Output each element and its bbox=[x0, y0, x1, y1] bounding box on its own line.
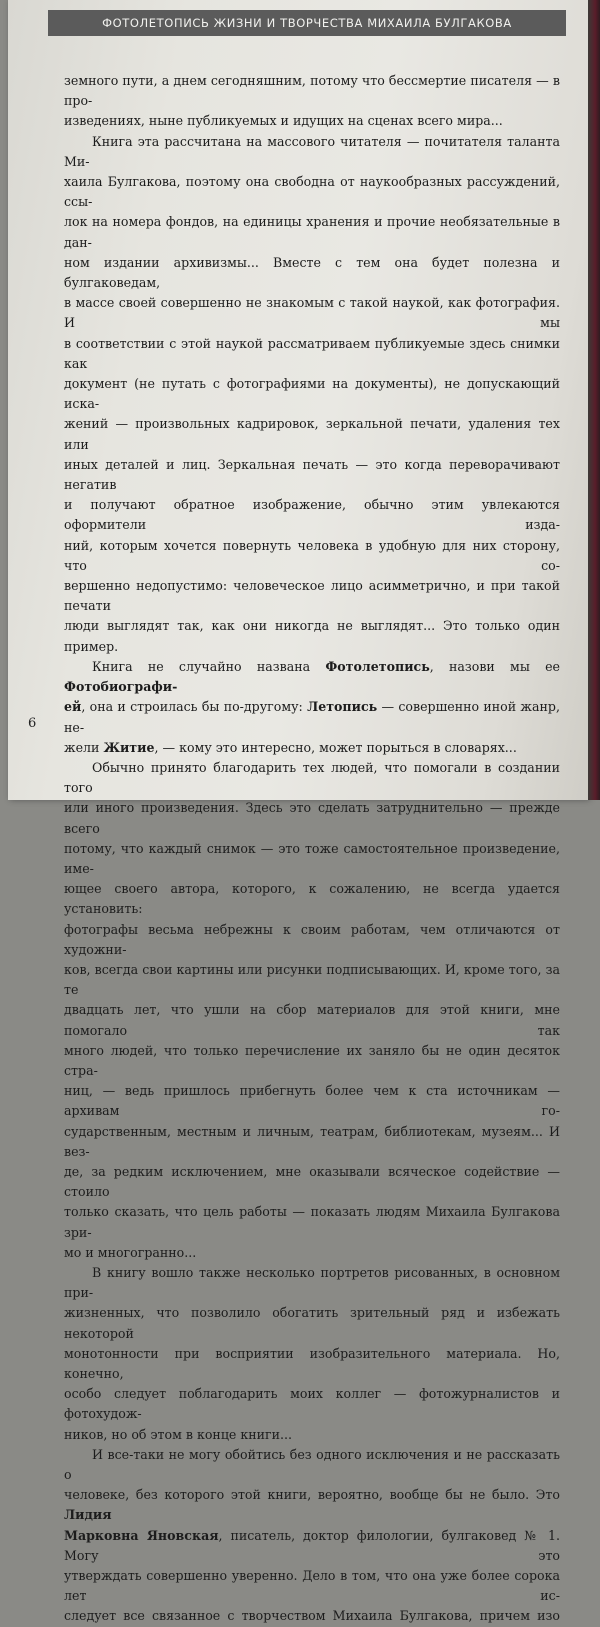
running-header bbox=[48, 10, 566, 36]
paragraph-4-line: потому, что каждый снимок — это тоже самостоятельное произведение, име- bbox=[64, 840, 560, 876]
text-run: следует все связанное с творчеством Михаила Булгакова, причем изо bbox=[64, 1608, 560, 1624]
page-number: 6 bbox=[28, 716, 37, 731]
book-page bbox=[8, 0, 588, 1624]
paragraph-2-line-1: Книга эта рассчитана на массового читателя — почитателя таланта Ми- bbox=[64, 133, 560, 169]
paragraph-4-line: или иного произведения. Здесь это сделать затруднительно — прежде всего bbox=[64, 800, 560, 836]
paragraph-2-line: иных деталей и лиц. Зеркальная печать — это когда переворачивают негатив bbox=[64, 456, 560, 493]
text-run: человеке, без которого этой книги, вероятно, вообще бы не было. Это bbox=[64, 1487, 560, 1503]
paragraph-6-line-4 bbox=[64, 1566, 560, 1606]
paragraph-2-line: ном издании архивизмы... Вместе с тем она будет полезна и булгаковедам, bbox=[64, 254, 560, 291]
paragraph-6-line-1 bbox=[64, 1445, 560, 1485]
paragraph-2-line: документ (не путать с фотографиями на документы), не допускающий иска- bbox=[64, 376, 560, 412]
paragraph-3-line-2 bbox=[64, 697, 560, 737]
paragraph-2-line: в массе своей совершенно не знакомым с такой наукой, как фотография. И мы bbox=[64, 295, 560, 331]
text-run: , она и строилась бы по-другому: bbox=[81, 699, 308, 715]
text-run: , писатель, доктор филологии, булгаковед № 1. Могу это bbox=[64, 1527, 560, 1563]
text-run: И все-таки не могу обойтись без одного исключения и не рассказать о bbox=[64, 1446, 560, 1483]
paragraph-6-line-5 bbox=[64, 1606, 560, 1626]
text-run: , назови мы ее bbox=[429, 658, 560, 674]
paragraph-5-line-1: В книгу вошло также несколько портретов рисованных, в основном при- bbox=[64, 1264, 560, 1301]
paragraph-4-line: много людей, что только перечисление их заняло бы не один десяток стра- bbox=[64, 1042, 560, 1078]
text-run: , — кому это интересно, может порыться в словарях... bbox=[154, 739, 517, 755]
text-run: Книга не случайно названа bbox=[92, 658, 326, 674]
bold-name: Лидия bbox=[64, 1507, 112, 1523]
paragraph-3-line-3 bbox=[64, 738, 560, 758]
paragraph-3-line-1 bbox=[64, 657, 560, 697]
paragraph-4-line: только сказать, что цель работы — показать людям Михаила Булгакова зри- bbox=[64, 1204, 560, 1240]
text-run: утверждать совершенно уверенно. Дело в том, что она уже более сорока лет ис- bbox=[64, 1568, 560, 1604]
body-text bbox=[64, 71, 560, 1627]
paragraph-4-line: де, за редким исключением, мне оказывали всяческое содействие — стоило bbox=[64, 1163, 560, 1200]
paragraph-2-line: лок на номера фондов, на единицы хранения и прочие необязательные в дан- bbox=[64, 214, 560, 250]
paragraph-1-line-2: изведениях, ныне публикуемых и идущих на сценах всего мира... bbox=[64, 113, 503, 129]
paragraph-4-line: сударственным, местным и личным, театрам, библиотекам, музеям... И вез- bbox=[64, 1123, 560, 1159]
bold-term: Летопись bbox=[307, 699, 378, 715]
bold-term: Фотобиографи- bbox=[64, 679, 178, 695]
paragraph-2-line: вершенно недопустимо: человеческое лицо асимметрично, и при такой печати bbox=[64, 578, 560, 614]
bold-term: Фотолетопись bbox=[325, 658, 430, 674]
paragraph-4-line: двадцать лет, что ушли на сбор материалов для этой книги, мне помогало так bbox=[64, 1002, 560, 1038]
paragraph-5-line: жизненных, что позволило обогатить зрительный ряд и избежать некоторой bbox=[64, 1305, 560, 1341]
bold-name: Марковна Яновская bbox=[64, 1527, 219, 1543]
paragraph-6-line-2 bbox=[64, 1485, 560, 1525]
paragraph-2-line: ний, которым хочется повернуть человека в удобную для них сторону, что со- bbox=[64, 537, 560, 573]
paragraph-4-line: мо и многогранно... bbox=[64, 1244, 197, 1260]
paragraph-2-line: люди выглядят так, как они никогда не выглядят... Это только один пример. bbox=[64, 618, 560, 654]
paragraph-4-line: ющее своего автора, которого, к сожалению, не всегда удается установить: bbox=[64, 881, 560, 917]
running-header-title: ФОТОЛЕТОПИСЬ ЖИЗНИ И ТВОРЧЕСТВА МИХАИЛА БУЛГАКОВА bbox=[102, 16, 512, 30]
book-spine bbox=[588, 0, 600, 800]
paragraph-2-line: хаила Булгакова, поэтому она свободна от наукообразных рассуждений, ссы- bbox=[64, 174, 560, 210]
paragraph-1-line-1: земного пути, а днем сегодняшним, потому что бессмертие писателя — в про- bbox=[64, 73, 560, 109]
bold-term: Житие bbox=[103, 739, 155, 755]
text-run: жели bbox=[64, 739, 104, 755]
paragraph-4-line: ниц, — ведь пришлось прибегнуть более чем к ста источникам — архивам го- bbox=[64, 1083, 560, 1119]
paragraph-4-line-1: Обычно принято благодарить тех людей, что помогали в создании того bbox=[64, 759, 560, 796]
paragraph-5-line: особо следует поблагодарить моих коллег — фотожурналистов и фотохудож- bbox=[64, 1386, 560, 1422]
paragraph-5-line: монотонности при восприятии изобразительного материала. Но, конечно, bbox=[64, 1345, 560, 1381]
bold-term: ей bbox=[64, 699, 82, 715]
paragraph-6-line-3 bbox=[64, 1526, 560, 1566]
paragraph-4-line: фотографы весьма небрежны к своим работам, чем отличаются от художни- bbox=[64, 921, 560, 957]
paragraph-5-line: ников, но об этом в конце книги... bbox=[64, 1426, 293, 1442]
paragraph-4-line: ков, всегда свои картины или рисунки подписывающих. И, кроме того, за те bbox=[64, 961, 560, 998]
paragraph-2-line: и получают обратное изображение, обычно этим увлекаются оформители изда- bbox=[64, 497, 560, 533]
text-run: — совершенно иной жанр, не- bbox=[64, 699, 560, 735]
paragraph-2-line: жений — произвольных кадрировок, зеркальной печати, удаления тех или bbox=[64, 416, 560, 452]
paragraph-2-line: в соответствии с этой наукой рассматриваем публикуемые здесь снимки как bbox=[64, 335, 560, 371]
